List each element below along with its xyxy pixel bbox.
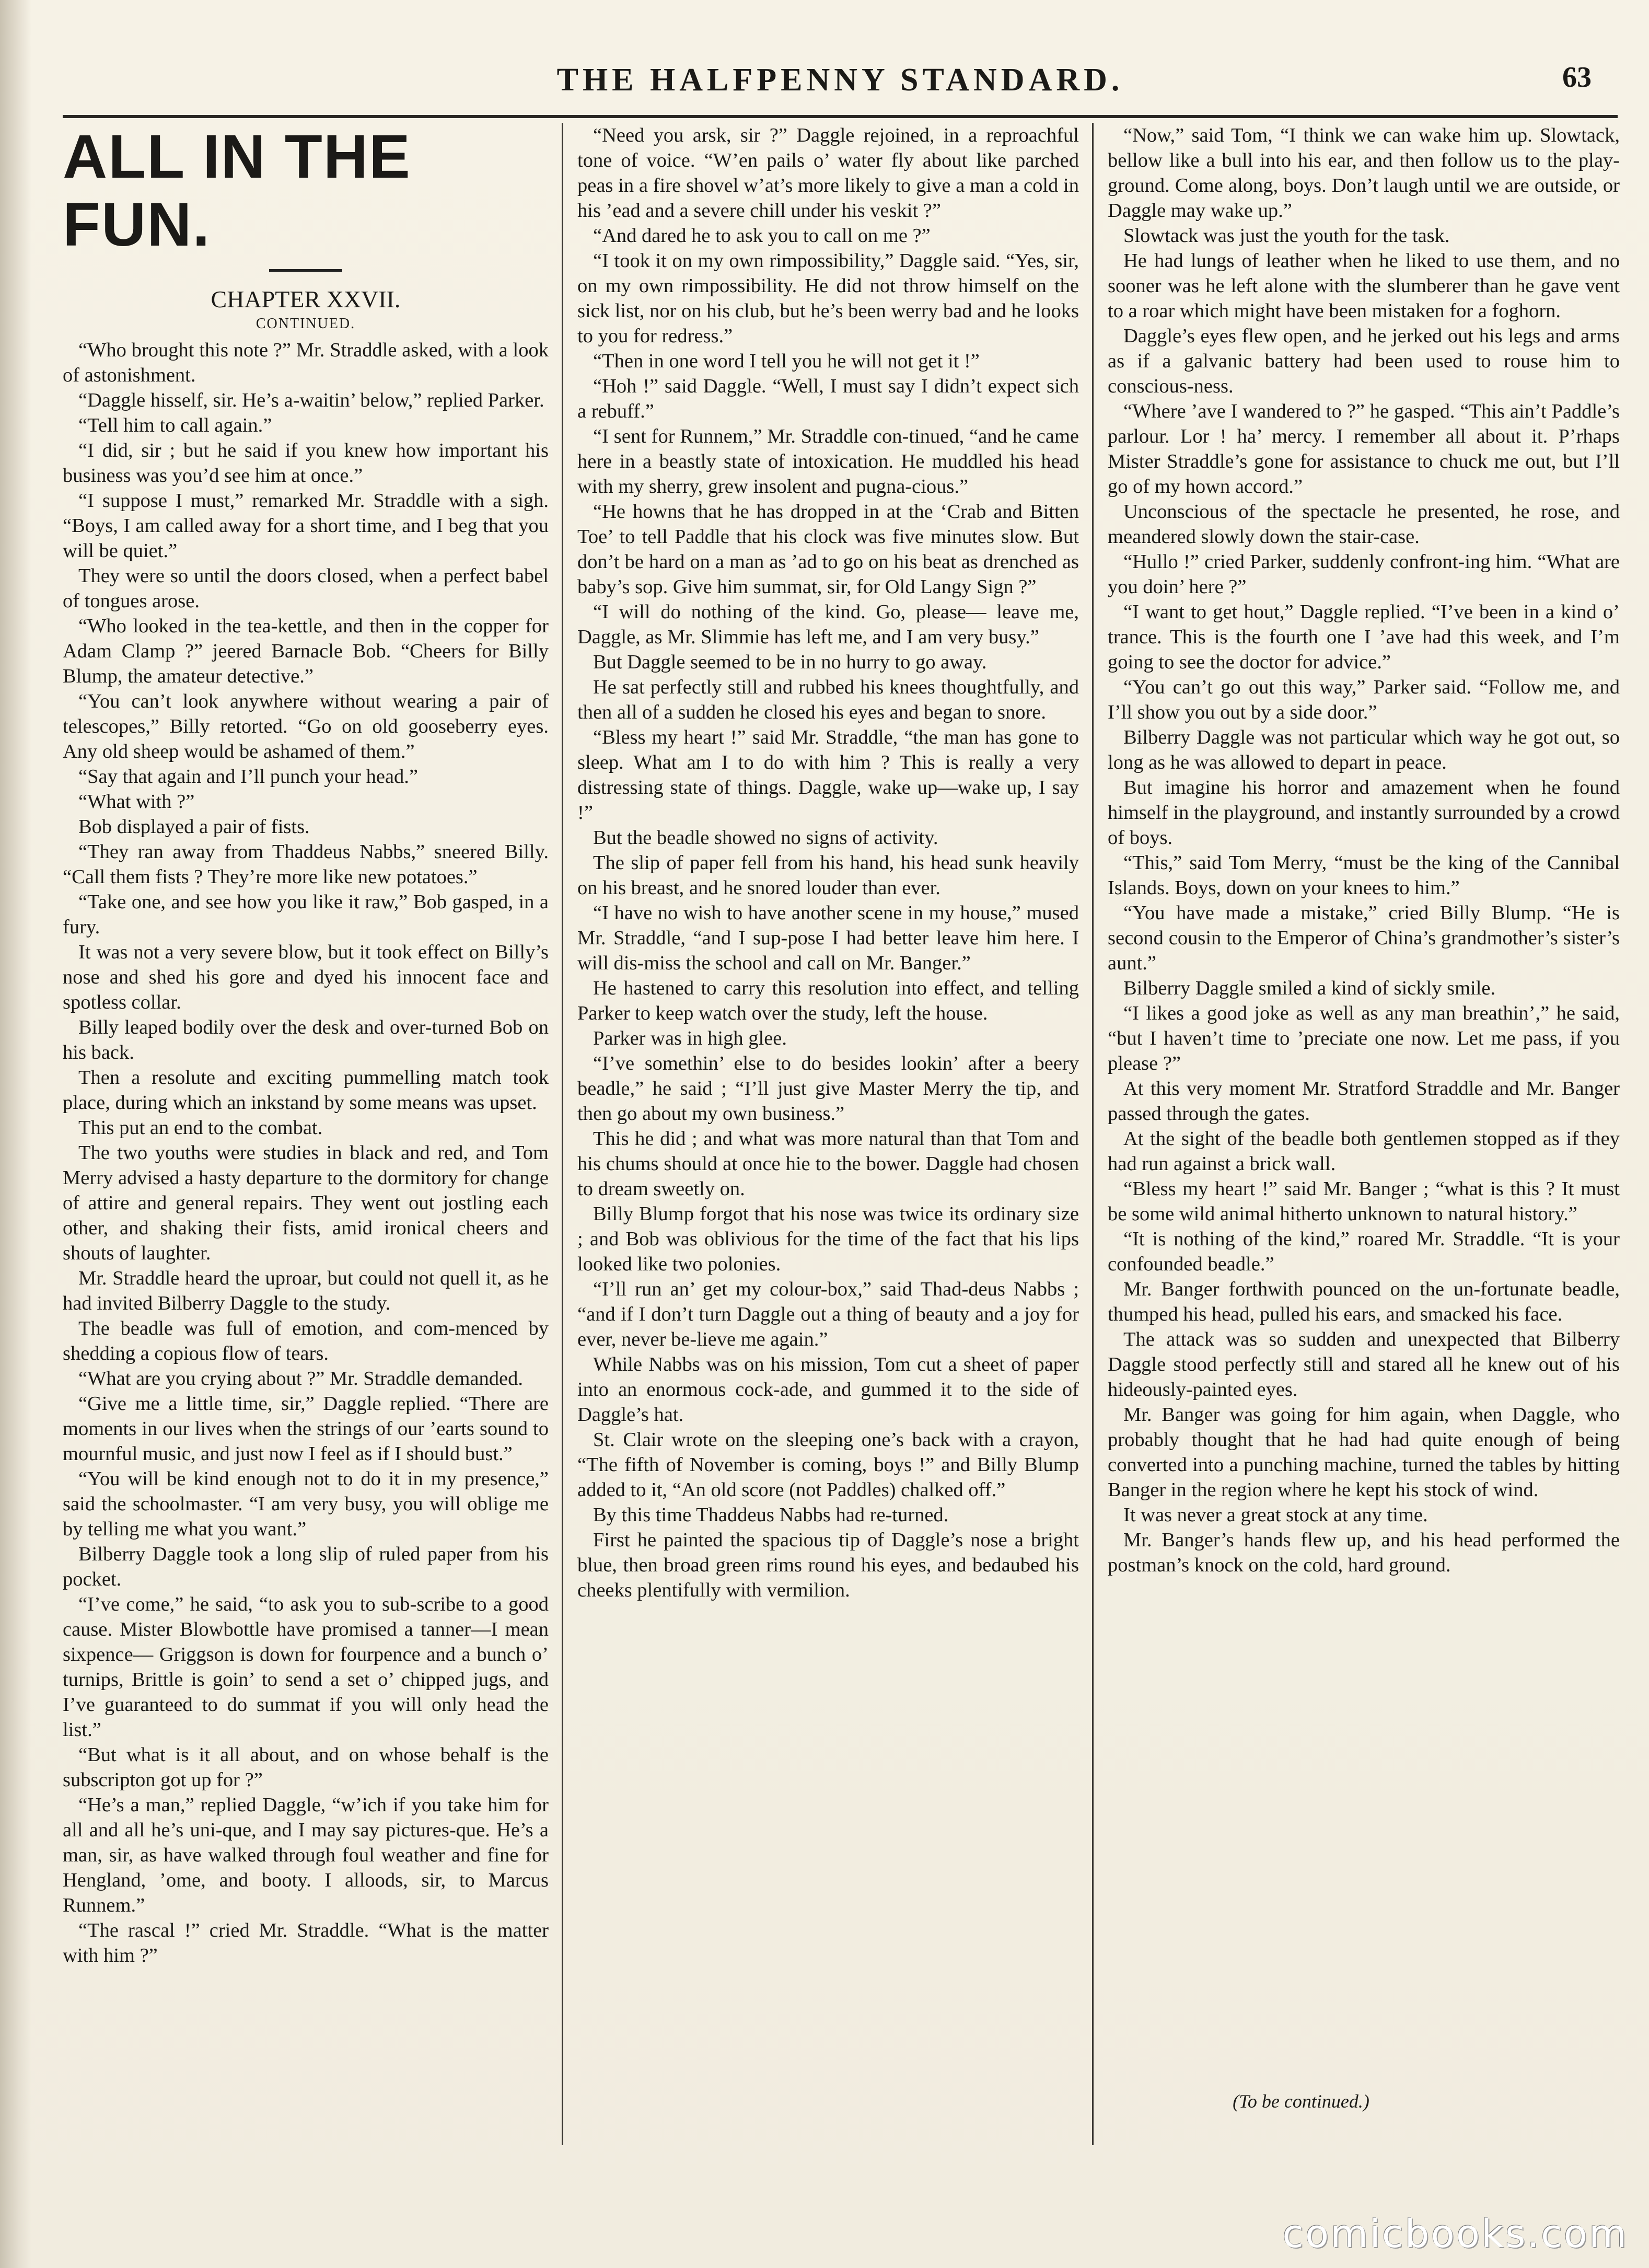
paragraph: Bob displayed a pair of fists. [78, 816, 310, 838]
paragraph: “Hullo !” cried Parker, suddenly confront-ing him. “What are you doin’ here ?” [1108, 551, 1620, 598]
paragraph: “I likes a good joke as well as any man breathin’,” he said, “but I haven’t time to ’preciate one now. Let me pass, if you please ?” [1108, 1002, 1620, 1074]
paragraph: They were so until the doors closed, when a perfect babel of tongues arose. [63, 565, 549, 612]
paragraph: “I’ve come,” he said, “to ask you to sub-scribe to a good cause. Mister Blowbottle have promised a tanner—I mean sixpence— Griggson is down for fourpence and a bunch o’ turnips, Brittle is goin’ to send a set o’ chipped jugs, and I’ve guaranteed to do summat if you will only head the list.” [63, 1593, 549, 1741]
paragraph: “It is nothing of the kind,” roared Mr. Straddle. “It is your confounded beadle.” [1108, 1228, 1620, 1275]
paragraph: Slowtack was just the youth for the task. [1123, 225, 1450, 247]
paragraph: This put an end to the combat. [78, 1117, 323, 1139]
paragraph: “What with ?” [78, 791, 195, 813]
paragraph: “You can’t look anywhere without wearing a pair of telescopes,” Billy retorted. “Go on old gooseberry eyes. Any old sheep would be ashamed of them.” [63, 690, 549, 762]
paragraph: At the sight of the beadle both gentlemen stopped as if they had run against a brick wall. [1108, 1128, 1620, 1175]
paragraph: “And dared he to ask you to call on me ?” [593, 225, 931, 247]
paragraph: By this time Thaddeus Nabbs had re-turned. [593, 1504, 949, 1526]
paragraph: “I’ll run an’ get my colour-box,” said Thad-deus Nabbs ; “and if I don’t turn Daggle out a thing of beauty and a joy for ever, never be-lieve me again.” [577, 1278, 1079, 1350]
masthead [63, 57, 1618, 118]
page-edge [0, 0, 31, 2268]
paragraph: “Give me a little time, sir,” Daggle replied. “There are moments in our lives when the strings of our ’earts sound to mournful music, and just now I feel as if I should bust.” [63, 1393, 549, 1465]
column-2 [577, 123, 1079, 2135]
paragraph: Mr. Banger’s hands flew up, and his head performed the postman’s knock on the cold, hard ground. [1108, 1529, 1620, 1576]
paragraph: St. Clair wrote on the sleeping one’s back with a crayon, “The fifth of November is coming, boys !” and Billy Blump added to it, “An old score (not Paddles) chalked off.” [577, 1429, 1079, 1501]
paragraph: “Hoh !” said Daggle. “Well, I must say I didn’t expect sich a rebuff.” [577, 375, 1079, 422]
paragraph: Bilberry Daggle was not particular which way he got out, so long as he was allowed to depart in peace. [1108, 726, 1620, 773]
publication-title: THE HALFPENNY STANDARD. [556, 62, 1124, 98]
paragraph: “I took it on my own rimpossibility,” Daggle said. “Yes, sir, on my own rimpossibility. He did not throw himself on the sick list, nor on his club, but he’s been werry bad and he looks to you for redress.” [577, 250, 1079, 347]
paragraph: It was never a great stock at any time. [1123, 1504, 1428, 1526]
paragraph: Mr. Banger was going for him again, when Daggle, who probably thought that he had had quite enough of being converted into a punching machine, turned the tables by hitting Banger in the region where he kept his stock of wind. [1108, 1404, 1620, 1501]
paragraph: “I have no wish to have another scene in my house,” mused Mr. Straddle, “and I sup-pose I had better leave him here. I will dis-miss the school and call on Mr. Banger.” [577, 902, 1079, 974]
paragraph: “They ran away from Thaddeus Nabbs,” sneered Billy. “Call them fists ? They’re more like new potatoes.” [63, 841, 549, 888]
column-1 [63, 123, 549, 2135]
paragraph: “Say that again and I’ll punch your head.” [78, 766, 418, 788]
paragraph: Unconscious of the spectacle he presented, he rose, and meandered slowly down the stair-case. [1108, 501, 1620, 548]
title-rule [269, 269, 342, 272]
paragraph: “Now,” said Tom, “I think we can wake him up. Slowtack, bellow like a bull into his ear, and then follow us to the play-ground. Come along, boys. Don’t laugh until we are outside, or Daggle may wake up.” [1108, 124, 1620, 222]
paragraph: Parker was in high glee. [593, 1027, 787, 1049]
paragraph: But Daggle seemed to be in no hurry to go away. [593, 651, 987, 673]
paragraph: Billy Blump forgot that his nose was twice its ordinary size ; and Bob was oblivious for the time of the fact that his lips looked like two polonies. [577, 1203, 1079, 1275]
paragraph: “What are you crying about ?” Mr. Straddle demanded. [78, 1368, 523, 1390]
paragraph: Billy leaped bodily over the desk and over-turned Bob on his back. [63, 1016, 549, 1063]
paragraph: “I want to get hout,” Daggle replied. “I’ve been in a kind o’ trance. This is the fourth one I ’ave had this week, and I’m going to see the doctor for advice.” [1108, 601, 1620, 673]
continued-label: CONTINUED. [256, 316, 356, 332]
page-number: 63 [1562, 61, 1592, 94]
paragraph: At this very moment Mr. Stratford Straddle and Mr. Banger passed through the gates. [1108, 1078, 1620, 1125]
paragraph: Then a resolute and exciting pummelling match took place, during which an inkstand by some means was upset. [63, 1067, 549, 1114]
paragraph: But imagine his horror and amazement when he found himself in the playground, and instantly surrounded by a crowd of boys. [1108, 777, 1620, 849]
paragraph: “Tell him to call again.” [78, 414, 272, 436]
paragraph: It was not a very severe blow, but it took effect on Billy’s nose and shed his gore and dyed his innocent face and spotless collar. [63, 941, 549, 1013]
paragraph: “Bless my heart !” said Mr. Banger ; “what is this ? It must be some wild animal hitherto unknown to natural history.” [1108, 1178, 1620, 1225]
paragraph: First he painted the spacious tip of Daggle’s nose a bright blue, then broad green rims round his eyes, and bedaubed his cheeks plentifully with vermilion. [577, 1529, 1079, 1601]
paragraph: Daggle’s eyes flew open, and he jerked out his legs and arms as if a galvanic battery had been used to rouse him to conscious-ness. [1108, 325, 1620, 397]
paragraph: Bilberry Daggle smiled a kind of sickly smile. [1123, 977, 1496, 999]
story-title: ALL IN THE FUN. [63, 123, 411, 259]
paragraph: He hastened to carry this resolution into effect, and telling Parker to keep watch over the study, left the house. [577, 977, 1079, 1024]
paragraph: “But what is it all about, and on whose behalf is the subscripton got up for ?” [63, 1744, 549, 1791]
paragraph: “Who brought this note ?” Mr. Straddle asked, with a look of astonishment. [63, 339, 549, 386]
paragraph: The slip of paper fell from his hand, his head sunk heavily on his breast, and he snored louder than ever. [577, 852, 1079, 899]
paragraph: “You can’t go out this way,” Parker said. “Follow me, and I’ll show you out by a side door.” [1108, 676, 1620, 723]
paragraph: “I’ve somethin’ else to do besides lookin’ after a beery beadle,” he said ; “I’ll just give Master Merry the tip, and then go about my own business.” [577, 1052, 1079, 1125]
paragraph: Mr. Straddle heard the uproar, but could not quell it, as he had invited Bilberry Daggle to the study. [63, 1267, 549, 1314]
paragraph: “I suppose I must,” remarked Mr. Straddle with a sigh. “Boys, I am called away for a short time, and I beg that you will be quiet.” [63, 490, 549, 562]
paragraph: “He’s a man,” replied Daggle, “w’ich if you take him for all and all he’s uni-que, and I may say pictures-que. He’s a man, sir, as have walked through foul weather and fine for Hengland, ’ome, and booty. I alloods, sir, to Marcus Runnem.” [63, 1794, 549, 1916]
paragraph: The attack was so sudden and unexpected that Bilberry Daggle stood perfectly still and stared all he knew out of his hideously-painted eyes. [1108, 1328, 1620, 1401]
paragraph: “Daggle hisself, sir. He’s a-waitin’ below,” replied Parker. [78, 389, 544, 411]
watermark: comicbooks.com [1282, 2212, 1628, 2257]
paragraph: “I will do nothing of the kind. Go, please— leave me, Daggle, as Mr. Slimmie has left me, and I am very busy.” [577, 601, 1079, 648]
paragraph: “I sent for Runnem,” Mr. Straddle con-tinued, “and he came here in a beastly state of intoxication. He muddled his head with my sherry, grew insolent and pugna-cious.” [577, 425, 1079, 497]
paragraph: While Nabbs was on his mission, Tom cut a sheet of paper into an enormous cock-ade, and gummed it to the side of Daggle’s hat. [577, 1353, 1079, 1426]
paragraph: This he did ; and what was more natural than that Tom and his chums should at once hie to the bower. Daggle had chosen to dream sweetly on. [577, 1128, 1079, 1200]
paragraph: Bilberry Daggle took a long slip of ruled paper from his pocket. [63, 1543, 549, 1590]
paragraph: “Bless my heart !” said Mr. Straddle, “the man has gone to sleep. What am I to do with him ? This is really a very distressing state of things. Daggle, wake up—wake up, I say !” [577, 726, 1079, 824]
paragraph: He had lungs of leather when he liked to use them, and no sooner was he left alone with the slumberer than he gave vent to a roar which might have been mistaken for a foghorn. [1108, 250, 1620, 322]
paragraph: But the beadle showed no signs of activity. [593, 827, 938, 849]
column-3 [1108, 123, 1620, 2135]
paragraph: The beadle was full of emotion, and com-menced by shedding a copious flow of tears. [63, 1317, 549, 1364]
article-body [63, 123, 1620, 2135]
paragraph: “I did, sir ; but he said if you knew how important his business was you’d see him at once.” [63, 439, 549, 487]
paragraph: “You will be kind enough not to do it in my presence,” said the schoolmaster. “I am very busy, you will oblige me by telling me what you want.” [63, 1468, 549, 1540]
paragraph: “The rascal !” cried Mr. Straddle. “What is the matter with him ?” [63, 1919, 549, 1966]
paragraph: “He howns that he has dropped in at the ‘Crab and Bitten Toe’ to tell Paddle that his clock was five minutes slow. But don’t be hard on a man as ’ad to go on his beat as drenched as baby’s sop. Give him summat, sir, for Old Langy Sign ?” [577, 501, 1079, 598]
paragraph: Mr. Banger forthwith pounced on the un-fortunate beadle, thumped his head, pulled his ears, and smacked his face. [1108, 1278, 1620, 1325]
chapter-heading: CHAPTER XXVII. [211, 286, 401, 313]
paragraph: “Then in one word I tell you he will not get it !” [593, 350, 980, 372]
paragraph: “Who looked in the tea-kettle, and then in the copper for Adam Clamp ?” jeered Barnacle Bob. “Cheers for Billy Blump, the amateur detective.” [63, 615, 549, 687]
to-be-continued: (To be continued.) [1233, 2091, 1369, 2112]
paragraph: “You have made a mistake,” cried Billy Blump. “He is second cousin to the Emperor of China’s grandmother’s sister’s aunt.” [1108, 902, 1620, 974]
paragraph: The two youths were studies in black and red, and Tom Merry advised a hasty departure to the dormitory for change of attire and general repairs. They went out jostling each other, and shaking their fists, amid ironical cheers and shouts of laughter. [63, 1142, 549, 1264]
paragraph: “Need you arsk, sir ?” Daggle rejoined, in a reproachful tone of voice. “W’en pails o’ water fly about like parched peas in a fire shovel w’at’s more likely to give a man a cold in his ’ead and a severe chill under his veskit ?” [577, 124, 1079, 222]
paragraph: “This,” said Tom Merry, “must be the king of the Cannibal Islands. Boys, down on your knees to him.” [1108, 852, 1620, 899]
paragraph: “Where ’ave I wandered to ?” he gasped. “This ain’t Paddle’s parlour. Lor ! ha’ mercy. I remember all about it. P’rhaps Mister Straddle’s gone for assistance to chuck me out, but I’ll go of my hown accord.” [1108, 400, 1620, 497]
paragraph: He sat perfectly still and rubbed his knees thoughtfully, and then all of a sudden he closed his eyes and began to snore. [577, 676, 1079, 723]
paragraph: “Take one, and see how you like it raw,” Bob gasped, in a fury. [63, 891, 549, 938]
